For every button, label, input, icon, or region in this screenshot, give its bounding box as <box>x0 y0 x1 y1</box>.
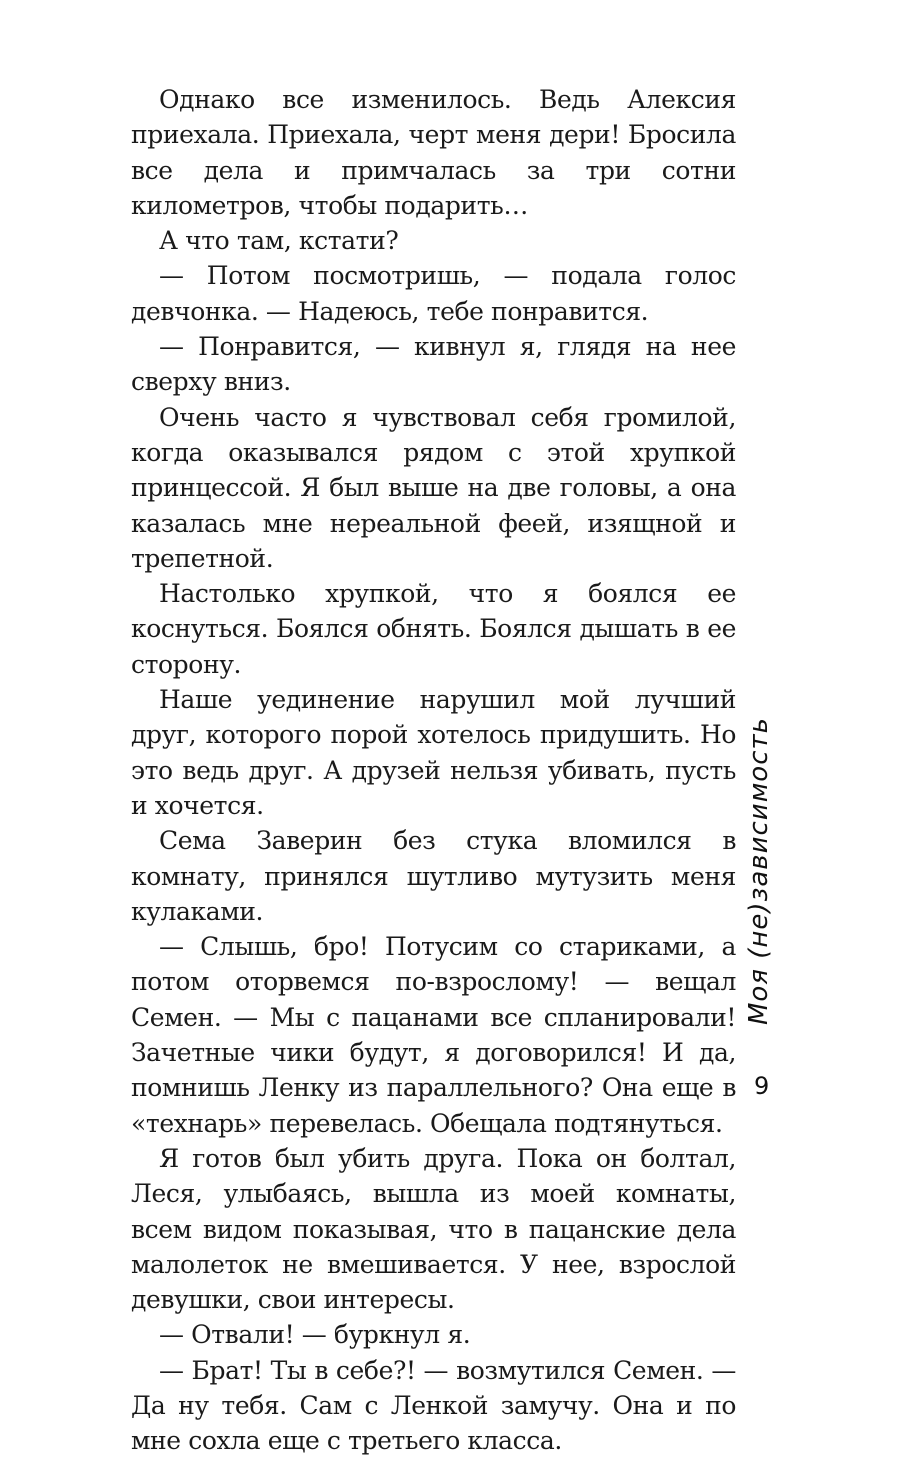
paragraph: Однако все изменилось. Ведь Алексия приехала. Приехала, черт меня дери! Бросила все дела и примчалась за три сотни километров, чтобы подарить… <box>131 85 736 220</box>
paragraph: А что там, кстати? <box>159 226 399 256</box>
paragraph: — Отвали! — буркнул я. <box>159 1320 471 1350</box>
paragraph: Я готов был убить друга. Пока он болтал, Леся, улыбаясь, вышла из моей комнаты, всем видом показывая, что в пацанские дела малолеток не вмешивается. У нее, взрослой девушки, свои интересы. <box>131 1143 736 1315</box>
paragraph: Сема Заверин без стука вломился в комнату, принялся шутливо мутузить меня кулаками. <box>131 826 736 926</box>
paragraph: — Слышь, бро! Потусим со стариками, а потом оторвемся по-взрослому! — вещал Семен. — Мы с пацанами все спланировали! Зачетные чики будут, я договорился! И да, помнишь Ленку из параллельного? Она еще в «технарь» перевелась. Обещала подтянуться. <box>131 932 736 1138</box>
paragraph: — Брат! Ты в себе?! — возмутился Семен. — Да ну тебя. Сам с Ленкой замучу. Она и по мне сохла еще с третьего класса. <box>131 1355 736 1456</box>
paragraph: Наше уединение нарушил мой лучший друг, которого порой хотелось придушить. Но это ведь друг. А друзей нельзя убивать, пусть и хочется. <box>131 685 736 820</box>
body-text <box>131 82 736 1459</box>
paragraph: Очень часто я чувствовал себя громилой, когда оказывался рядом с этой хрупкой принцессой. Я был выше на две головы, а она казалась мне нереальной феей, изящной и трепетной. <box>131 402 736 573</box>
paragraph: Настолько хрупкой, что я боялся ее коснуться. Боялся обнять. Боялся дышать в ее сторону. <box>131 579 736 679</box>
page-number: 9 <box>754 1072 770 1100</box>
paragraph: — Понравится, — кивнул я, глядя на нее сверху вниз. <box>131 332 736 397</box>
paragraph: — Потом посмотришь, — подала голос девчонка. — Надеюсь, тебе понравится. <box>131 261 736 326</box>
running-title: Моя (не)зависимость <box>744 717 774 1025</box>
